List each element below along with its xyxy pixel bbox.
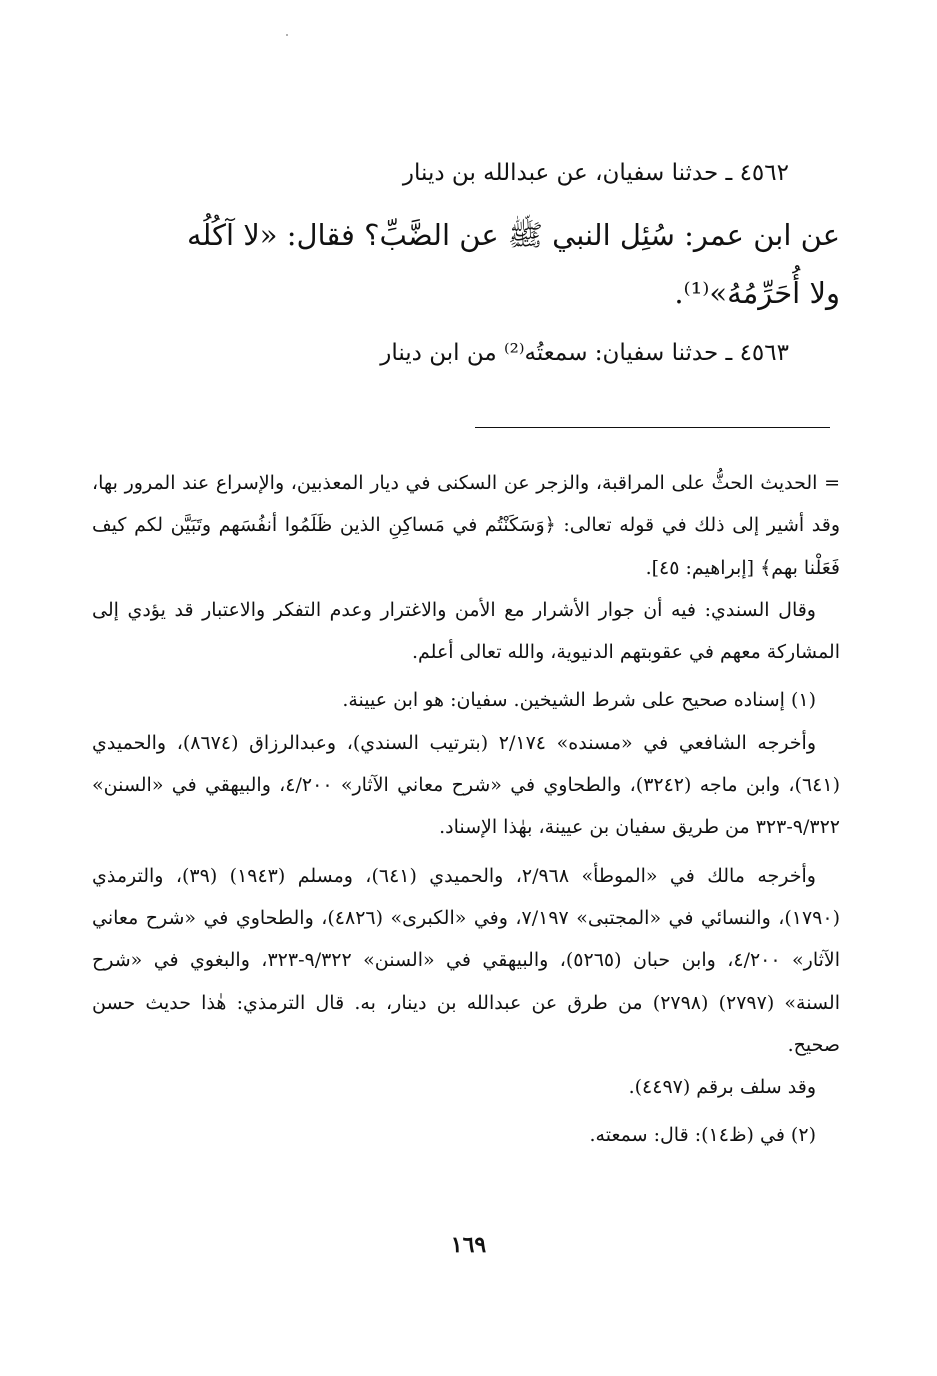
scan-speck [286,34,288,36]
footnote-2: (٢) في (ظ١٤): قال: سمعته. [589,1124,816,1147]
footnote-1-takhrij-b: وأخرجه مالك في «الموطأ» ٢/٩٦٨، والحميدي (٦٤١)، ومسلم (١٩٤٣) (٣٩)، والترمذي (١٧٩٠)، والنسائي في «المجتبى» ٧/١٩٧، وفي «الكبرى» (٤٨٢٦)، والطحاوي في «شرح معاني الآثار» ٤/٢٠٠، وابن حبان (٥٢٦٥)، والبيهقي في «السنن» ٩/٣٢٢-٣٢٣، والبغوي في «شرح السنة» (٢٧٩٧) (٢٧٩٨) من طرق عن عبدالله بن دينار، به. قال الترمذي: هٰذا حديث حسن صحيح. [92,864,841,1056]
footnote-1-cross-reference: وقد سلف برقم (٤٤٩٧). [628,1076,816,1099]
page-number: ١٦٩ [450,1232,487,1258]
footnote-1-grading: (١) إسناده صحيح على شرط الشيخين. سفيان: هو ابن عيينة. [342,689,816,712]
hadith-4562-line-2: ولا أُحَرِّمُهُ»⁽¹⁾. [674,276,840,310]
footnote-continuation-1: = الحديث الحثُّ على المراقبة، والزجر عن السكنى في ديار المعذبين، والإسراع عند المرور بها، وقد أشير إلى ذلك في قوله تعالى: ﴿وَسَكَنْتُم في مَساكِنِ الذين ظَلَمُوا أنفُسَهم وتَبَيَّن لكم كيف فَعَلْنا بهم﴾ [إبراهيم: ٤٥]. [92,472,840,579]
hadith-4562-line-1: عن ابن عمر: سُئِل النبي ﷺ عن الضَّبِّ؟ فقال: «لا آكُلُه [186,218,840,252]
footnote-continuation-2: وقال السندي: فيه أن جوار الأشرار مع الأمن والاغترار وعدم التفكر والاعتبار قد يؤدي إلى المشاركة معهم في عقوبتهم الدنيوية، والله تعالى أعلم. [92,598,840,664]
hadith-4562-header: ٤٥٦٢ ـ حدثنا سفيان، عن عبدالله بن دينار [402,160,789,186]
footnotes-section [92,462,840,1157]
footnote-1-takhrij-a: وأخرجه الشافعي في «مسنده» ٢/١٧٤ (بترتيب السندي)، وعبدالرزاق (٨٦٧٤)، والحميدي (٦٤١)، وابن ماجه (٣٢٤٢)، والطحاوي في «شرح معاني الآثار» ٤/٢٠٠، والبيهقي في «السنن» ٩/٣٢٢-٣٢٣ من طريق سفيان بن عيينة، بهٰذا الإسناد. [92,731,840,839]
footnote-separator [475,427,830,428]
hadith-4563-header: ٤٥٦٣ ـ حدثنا سفيان: سمعتُه⁽²⁾ من ابن دينار [380,340,789,366]
hadith-4562-matn [100,206,840,322]
